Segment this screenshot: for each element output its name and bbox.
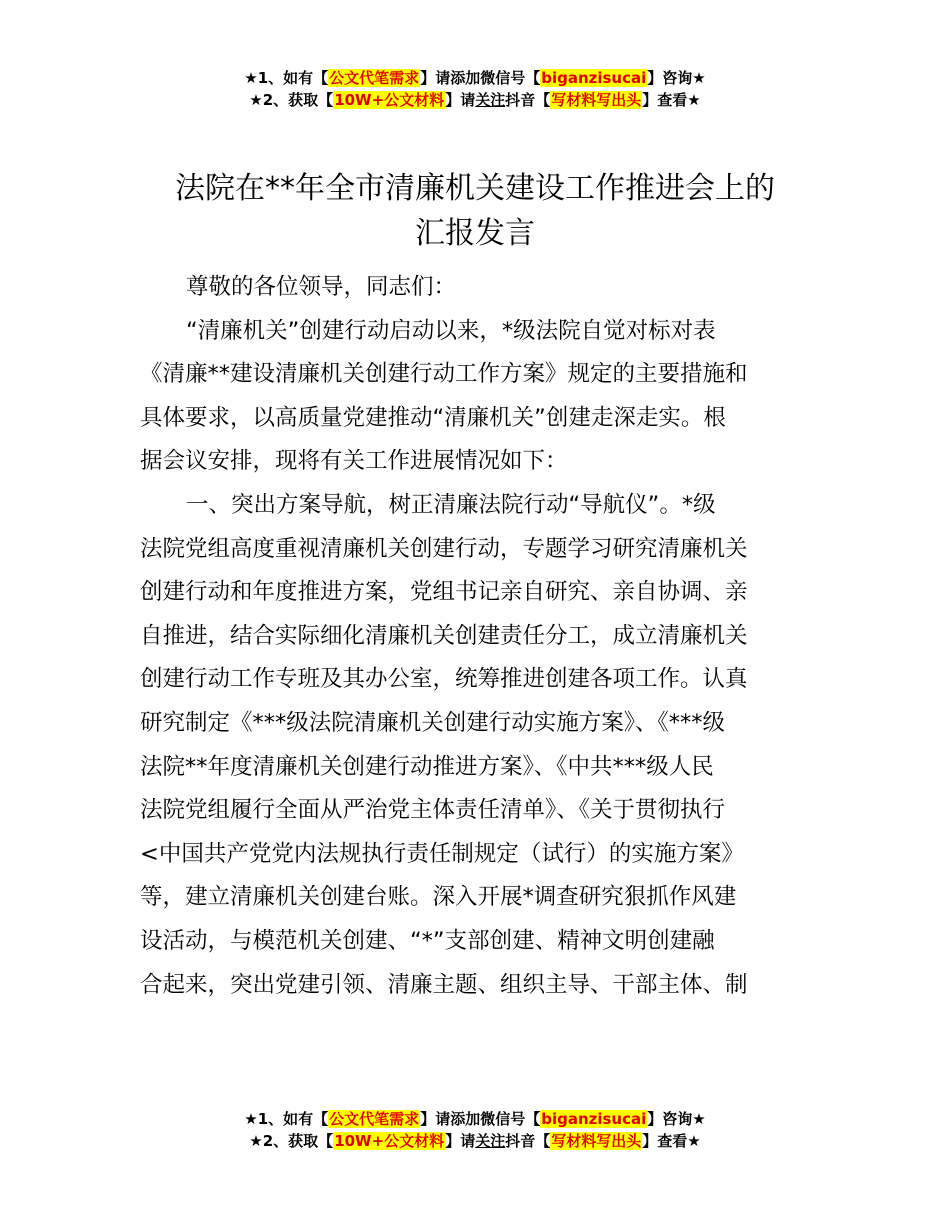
banner-highlight: 写材料写出头: [551, 91, 642, 109]
banner-text: 】咨询★: [647, 1110, 706, 1128]
title-line-1: 法院在**年全市清廉机关建设工作推进会上的: [175, 171, 775, 206]
banner-underline: 关注: [475, 1132, 506, 1150]
body-line: 创建行动工作专班及其办公室，统筹推进创建各项工作。认真: [140, 666, 748, 693]
banner-highlight-wechat: biganzisucai: [541, 1110, 647, 1128]
banner-highlight-wechat: biganzisucai: [541, 69, 647, 87]
body-line: 设活动，与模范机关创建、“*”支部创建、精神文明创建融: [140, 927, 715, 954]
banner-text: 】查看★: [642, 91, 701, 109]
body-line: <中国共产党党内法规执行责任制规定（试行）的实施方案》: [140, 840, 744, 867]
body-line: 创建行动和年度推进方案，党组书记亲自研究、亲自协调、亲: [140, 579, 748, 606]
body-line: “清廉机关”创建行动启动以来，*级法院自觉对标对表: [186, 317, 716, 344]
banner-text: 】咨询★: [647, 69, 706, 87]
banner-line-1: [0, 67, 950, 89]
banner-text: 】请: [445, 1132, 476, 1150]
document-body: [140, 266, 812, 1007]
banner-highlight: 公文代笔需求: [329, 1110, 420, 1128]
body-line: 据会议安排，现将有关工作进展情况如下：: [140, 448, 568, 475]
banner-line-2: [0, 89, 950, 111]
body-line: 合起来，突出党建引领、清廉主题、组织主导、干部主体、制: [140, 971, 748, 998]
banner-text: ★2、获取【: [249, 91, 334, 109]
banner-text: 】请添加微信号【: [420, 69, 541, 87]
body-line: 具体要求，以高质量党建推动“清廉机关”创建走深走实。根: [140, 404, 726, 431]
footer-banner: [0, 1108, 950, 1152]
banner-text: 】请添加微信号【: [420, 1110, 541, 1128]
banner-text: 抖音【: [505, 1132, 551, 1150]
banner-highlight: 10W+公文材料: [334, 91, 445, 109]
section-heading-line: 一、突出方案导航，树正清廉法院行动“导航仪”。*级: [186, 491, 716, 518]
banner-highlight: 10W+公文材料: [334, 1132, 445, 1150]
banner-highlight: 公文代笔需求: [329, 69, 420, 87]
banner-text: ★1、如有【: [244, 1110, 329, 1128]
body-line: 法院党组履行全面从严治党主体责任清单》、《关于贯彻执行: [140, 797, 726, 824]
body-line: 法院**年度清廉机关创建行动推进方案》、《中共***级人民: [140, 753, 714, 780]
body-line: 等，建立清廉机关创建台账。深入开展*调查研究狠抓作风建: [140, 884, 737, 911]
salutation: 尊敬的各位领导，同志们：: [186, 274, 457, 300]
body-line: 研究制定《***级法院清廉机关创建行动实施方案》、《***级: [140, 709, 726, 736]
body-line: 《清廉**建设清廉机关创建行动工作方案》规定的主要措施和: [140, 361, 748, 388]
banner-line-1: [0, 1108, 950, 1130]
banner-underline: 关注: [475, 91, 506, 109]
body-line: 法院党组高度重视清廉机关创建行动，专题学习研究清廉机关: [140, 535, 748, 562]
document-title: [0, 166, 950, 256]
banner-text: 】请: [445, 91, 476, 109]
banner-highlight: 写材料写出头: [551, 1132, 642, 1150]
banner-line-2: [0, 1130, 950, 1152]
title-line-2: 汇报发言: [415, 216, 535, 251]
banner-text: 抖音【: [505, 91, 551, 109]
banner-text: 】查看★: [642, 1132, 701, 1150]
banner-text: ★2、获取【: [249, 1132, 334, 1150]
header-banner: [0, 67, 950, 111]
banner-text: ★1、如有【: [244, 69, 329, 87]
body-line: 自推进，结合实际细化清廉机关创建责任分工，成立清廉机关: [140, 622, 748, 649]
